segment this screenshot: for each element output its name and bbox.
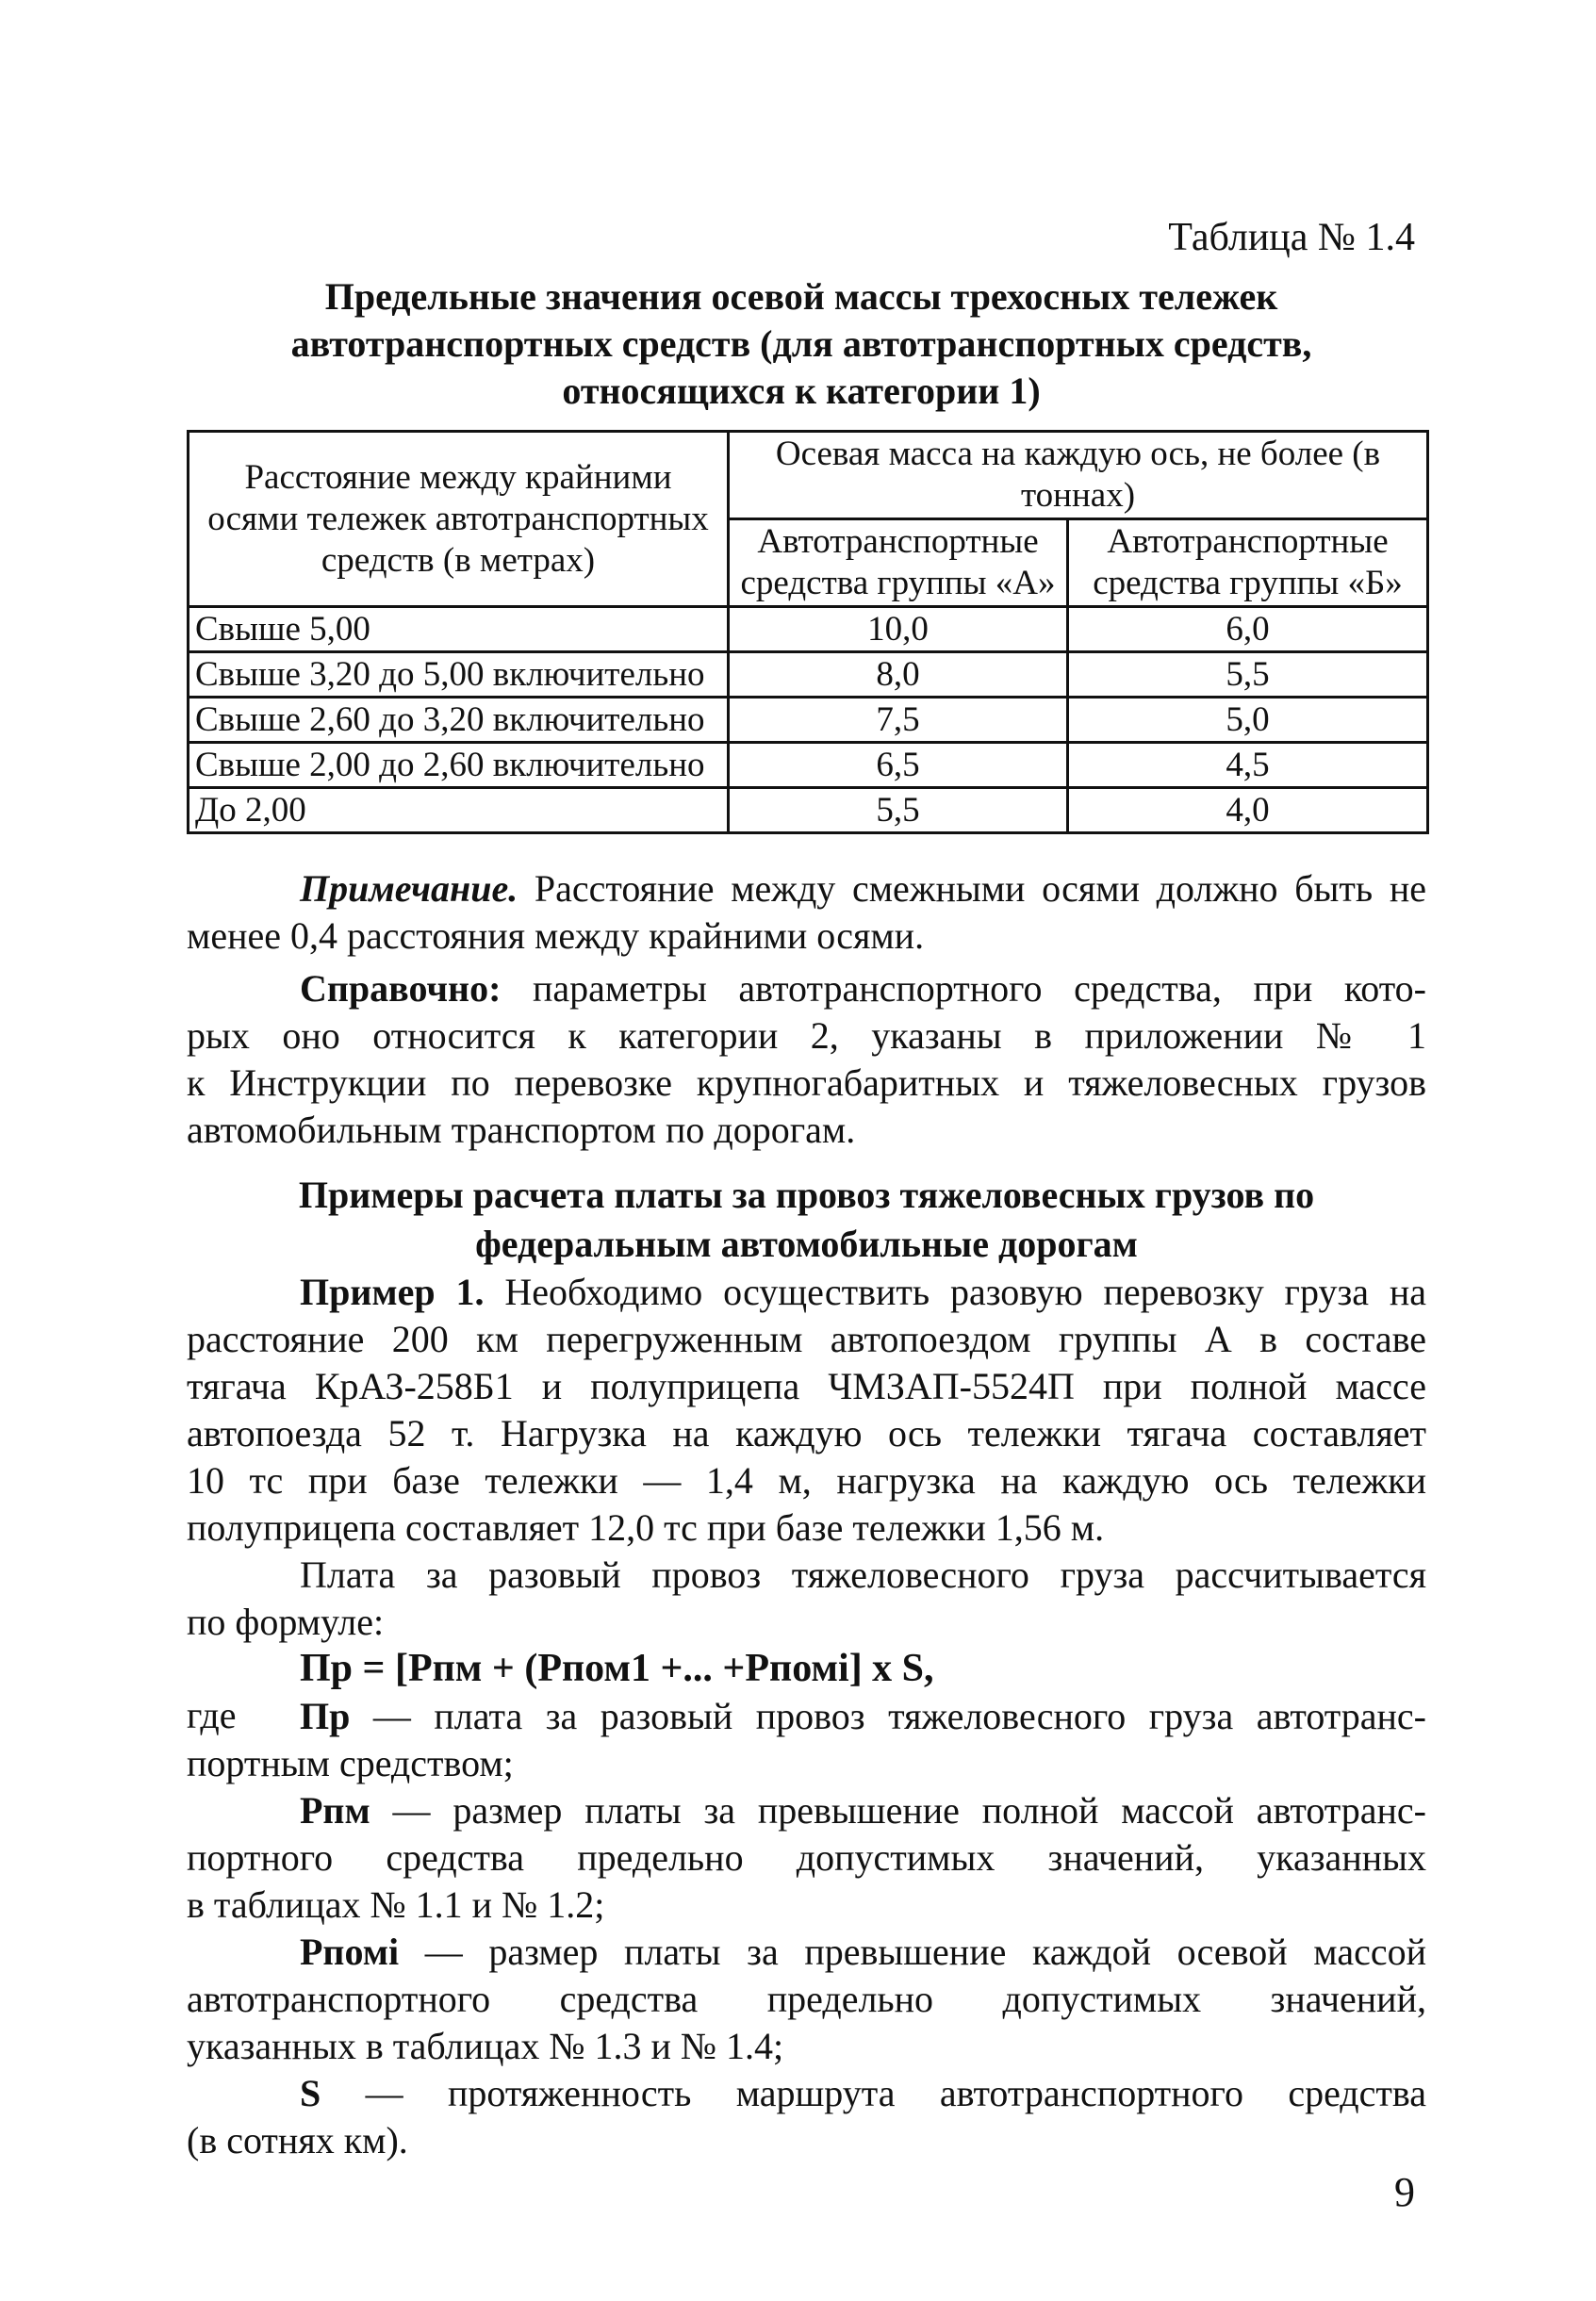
distance-cell: Свыше 3,20 до 5,00 включительно [189,652,729,698]
example-label: Пример 1. [300,1271,485,1313]
definition-rpm [187,1787,1426,1929]
definition-rpomi [187,1929,1426,2070]
reference-text: к Инструкции по перевозке крупногабаритных и тяжеловесных грузов [187,1061,1426,1104]
group-a-cell: 10,0 [729,607,1068,652]
example-text: расстояние 200 км перегруженным автопоездом группы А в составе [187,1318,1426,1360]
distance-cell: Свыше 2,60 до 3,20 включительно [189,698,729,743]
table-number: Таблица № 1.4 [1168,216,1415,259]
note-paragraph [187,865,1426,960]
example-text: Необходимо осуществить разовую перевозку груза на [484,1271,1427,1313]
definition-term: Рпм [300,1789,370,1832]
definition-text: — плата за разовый провоз тяжеловесного груза автотранс- [350,1695,1426,1737]
definition-text: портным средством; [187,1742,514,1784]
reference-text: автомобильным транспортом по дорогам. [187,1109,856,1151]
table-row [189,652,1428,698]
example-text: тягача КрАЗ-258Б1 и полуприцепа ЧМЗАП-5524П при полной массе [187,1365,1426,1407]
group-b-cell: 5,0 [1068,698,1428,743]
group-b-cell: 6,0 [1068,607,1428,652]
definition-text: — протяженность маршрута автотранспортного средства [321,2072,1426,2114]
title-line: Предельные значения осевой массы трехосных тележек [324,275,1278,318]
payment-text: по формуле: [187,1601,385,1643]
payment-text: Плата за разовый провоз тяжеловесного груза рассчитывается [300,1553,1426,1596]
definition-text: автотранспортного средства предельно допустимых значений, [187,1978,1426,2020]
definition-term: Пр [300,1695,351,1737]
note-text: Расстояние между смежными осями должно быть не [518,867,1426,910]
table-row [189,788,1428,833]
group-a-cell: 7,5 [729,698,1068,743]
definition-text: в таблицах № 1.1 и № 1.2; [187,1883,605,1926]
group-b-cell: 4,0 [1068,788,1428,833]
examples-heading [187,1171,1426,1269]
payment-formula: Пр = [Рпм + (Рпом1 +... +Рпомi] х S, [300,1647,934,1690]
example-text: автопоезда 52 т. Нагрузка на каждую ось тележки тягача составляет [187,1412,1426,1455]
reference-label: Справочно: [300,967,502,1010]
table-row [189,698,1428,743]
definition-text: — размер платы за превышение полной массой автотранс- [370,1789,1426,1832]
payment-paragraph [187,1552,1426,1646]
definition-text: (в сотнях км). [187,2119,408,2161]
group-a-cell: 6,5 [729,743,1068,788]
example-text: полуприцепа составляет 12,0 тс при базе тележки 1,56 м. [187,1506,1105,1549]
definition-pr [187,1693,1426,1787]
axle-mass-table [187,430,1429,834]
reference-paragraph [187,965,1426,1154]
definition-text: портного средства предельно допустимых значений, указанных [187,1836,1426,1879]
header-distance: Расстояние между крайними осями тележек автотранспортных средств (в метрах) [189,432,729,607]
table-row [189,607,1428,652]
header-group-b: Автотранспортные средства группы «Б» [1068,519,1428,607]
group-b-cell: 5,5 [1068,652,1428,698]
where-label: где [187,1694,237,1736]
distance-cell: Свыше 5,00 [189,607,729,652]
definition-term: Рпомi [300,1931,400,1973]
definition-s [187,2070,1426,2164]
header-axle-mass: Осевая масса на каждую ось, не более (в тоннах) [729,432,1428,519]
group-b-cell: 4,5 [1068,743,1428,788]
group-a-cell: 5,5 [729,788,1068,833]
title-line: автотранспортных средств (для автотранспортных средств, [290,322,1312,365]
header-group-a: Автотранспортные средства группы «А» [729,519,1068,607]
definition-term: S [300,2072,321,2114]
heading-line: федеральным автомобильные дорогам [475,1223,1138,1265]
example-1-paragraph [187,1269,1426,1552]
note-label: Примечание. [300,867,518,910]
heading-line: Примеры расчета платы за провоз тяжеловесных грузов по [298,1174,1315,1216]
reference-text: рых оно относится к категории 2, указаны в приложении № 1 [187,1014,1426,1057]
reference-text: параметры автотранспортного средства, при кото- [501,967,1426,1010]
distance-cell: Свыше 2,00 до 2,60 включительно [189,743,729,788]
group-a-cell: 8,0 [729,652,1068,698]
definition-text: указанных в таблицах № 1.3 и № 1.4; [187,2025,784,2067]
table-title [189,273,1414,415]
page-number: 9 [1394,2169,1415,2215]
example-text: 10 тс при базе тележки — 1,4 м, нагрузка на каждую ось тележки [187,1459,1426,1502]
note-text: менее 0,4 расстояния между крайними осями. [187,914,925,957]
definition-text: — размер платы за превышение каждой осевой массой [399,1931,1426,1973]
distance-cell: До 2,00 [189,788,729,833]
title-line: относящихся к категории 1) [562,370,1041,412]
table-row [189,743,1428,788]
